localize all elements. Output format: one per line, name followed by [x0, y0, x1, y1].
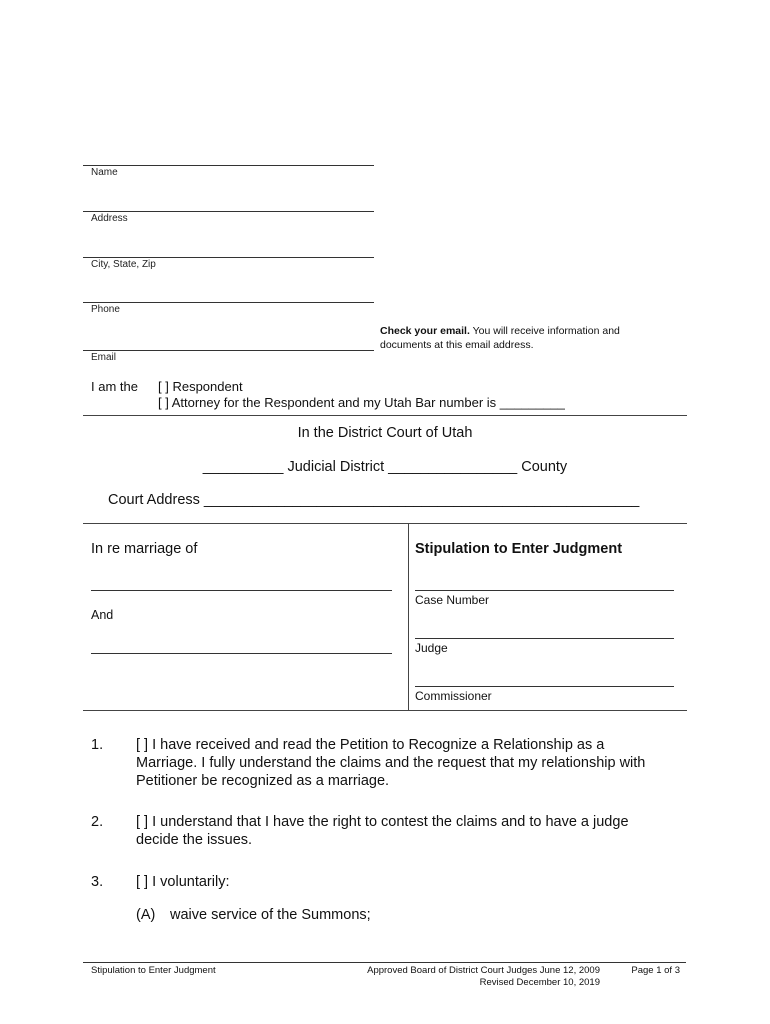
- respondent-option[interactable]: [ ] Respondent: [158, 379, 243, 394]
- item-2-line: [ ] I understand that I have the right to contest the claims and to have a judge: [136, 814, 629, 830]
- address-label: Address: [91, 213, 128, 224]
- email-note-line2: documents at this email address.: [380, 339, 534, 351]
- commissioner-label: Commissioner: [415, 689, 492, 703]
- address-line[interactable]: [83, 211, 374, 212]
- city-state-zip-line[interactable]: [83, 257, 374, 258]
- city-state-zip-label: City, State, Zip: [91, 259, 156, 270]
- item-1-line: Marriage. I fully understand the claims and the request that my relationship with: [136, 755, 646, 771]
- caption-top-border: [83, 523, 687, 524]
- footer-page-number: Page 1 of 3: [631, 965, 680, 976]
- item-2-line: decide the issues.: [136, 832, 253, 848]
- email-line[interactable]: [83, 350, 374, 351]
- subitem-letter: (A): [136, 907, 156, 923]
- email-note-line1: You will receive information and: [469, 325, 620, 337]
- item-1-line: Petitioner be recognized as a marriage.: [136, 773, 390, 789]
- email-note-bold: Check your email.: [380, 325, 470, 337]
- item-3[interactable]: [136, 873, 229, 891]
- judge-label: Judge: [415, 641, 448, 655]
- judge-line[interactable]: [415, 638, 674, 639]
- email-label: Email: [91, 352, 117, 363]
- footer-rule: [83, 962, 686, 963]
- phone-label: Phone: [91, 304, 120, 315]
- party1-line[interactable]: [91, 590, 392, 591]
- footer-revised: Revised December 10, 2019: [479, 977, 600, 988]
- item-3-line: [ ] I voluntarily:: [136, 874, 230, 890]
- item-1[interactable]: [136, 736, 645, 790]
- commissioner-line[interactable]: [415, 686, 674, 687]
- item-number: 3.: [91, 874, 104, 890]
- name-line[interactable]: [83, 165, 374, 166]
- email-note: [380, 324, 680, 352]
- footer-approved: Approved Board of District Court Judges June 12, 2009: [367, 965, 600, 976]
- document-title: Stipulation to Enter Judgment: [415, 541, 623, 557]
- phone-line[interactable]: [83, 302, 374, 303]
- name-label: Name: [91, 167, 118, 178]
- caption-divider: [408, 523, 409, 710]
- footer-title: Stipulation to Enter Judgment: [91, 965, 216, 976]
- i-am-the-label: I am the: [91, 379, 138, 394]
- item-number: 1.: [91, 737, 104, 753]
- in-re-marriage-label: In re marriage of: [91, 541, 198, 557]
- item-1-line: [ ] I have received and read the Petition to Recognize a Relationship as a: [136, 737, 605, 753]
- court-title: In the District Court of Utah: [297, 425, 473, 441]
- header-divider: [83, 415, 687, 416]
- court-address-line[interactable]: Court Address ______________________________________________________: [108, 492, 640, 508]
- subitem-text: waive service of the Summons;: [170, 907, 371, 923]
- case-number-line[interactable]: [415, 590, 674, 591]
- party2-line[interactable]: [91, 653, 392, 654]
- case-number-label: Case Number: [415, 593, 490, 607]
- item-number: 2.: [91, 814, 104, 830]
- attorney-option[interactable]: [ ] Attorney for the Respondent and my Utah Bar number is _________: [158, 395, 565, 410]
- and-label: And: [91, 608, 114, 622]
- district-county-line[interactable]: __________ Judicial District ________________ County: [202, 459, 568, 475]
- caption-bottom-border: [83, 710, 687, 711]
- item-2[interactable]: [136, 813, 629, 849]
